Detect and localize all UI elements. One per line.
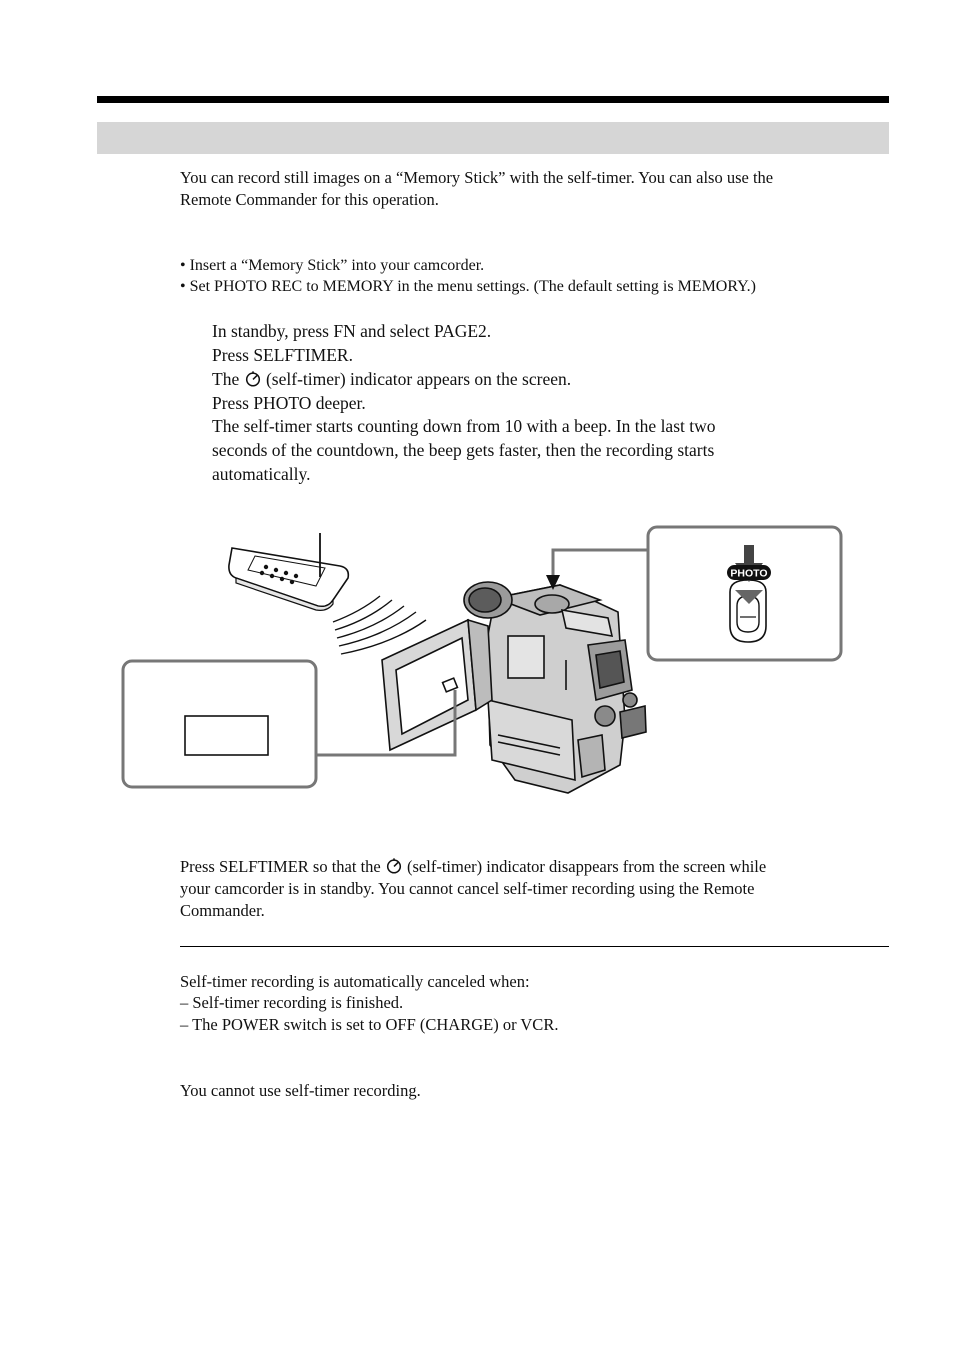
- step-1: In standby, press FN and select PAGE2.: [212, 321, 492, 341]
- screen-indicator-frame: [185, 716, 268, 755]
- cancel-line-3: Commander.: [180, 901, 265, 920]
- step-2: Press SELFTIMER.: [212, 345, 353, 365]
- step-3-detail-2: seconds of the countdown, the beep gets faster, then the recording starts: [212, 440, 715, 460]
- photo-button-label: PHOTO: [730, 567, 768, 580]
- remote-commander: [229, 533, 348, 610]
- cancel-line-2: your camcorder is in standby. You cannot cancel self-timer recording using the Remote: [180, 879, 755, 898]
- intro-line-2: Remote Commander for this operation.: [180, 190, 439, 209]
- self-timer-icon: [244, 370, 262, 388]
- cancel-line-1: [180, 856, 766, 878]
- section-title-band: [97, 122, 889, 154]
- cancel-line-1-post: (self-timer) indicator disappears from the screen while: [402, 857, 767, 876]
- header-rule: [97, 96, 889, 103]
- note-line-1: Self-timer recording is automatically canceled when:: [180, 972, 530, 991]
- photo-callout-line: [553, 550, 648, 578]
- step-2-detail: [212, 367, 571, 391]
- camcorder: [382, 582, 646, 793]
- note-line-3: – The POWER switch is set to OFF (CHARGE) or VCR.: [180, 1015, 559, 1034]
- step-3: Press PHOTO deeper.: [212, 393, 366, 413]
- self-timer-icon: [385, 857, 403, 875]
- intro-line-1: You can record still images on a “Memory Stick” with the self-timer. You can also use the: [180, 168, 774, 187]
- step-2-detail-post: (self-timer) indicator appears on the screen.: [261, 369, 572, 389]
- camcorder-illustration: [110, 515, 860, 805]
- note-line-2: – Self-timer recording is finished.: [180, 993, 404, 1012]
- step-3-detail-3: automatically.: [212, 464, 311, 484]
- cancel-line-1-pre: Press SELFTIMER so that the: [180, 857, 385, 876]
- prep-bullet-2: • Set PHOTO REC to MEMORY in the menu settings. (The default setting is MEMORY.): [180, 278, 756, 295]
- prep-bullet-1: • Insert a “Memory Stick” into your camcorder.: [180, 257, 485, 274]
- step-3-detail-1: The self-timer starts counting down from 10 with a beep. In the last two: [212, 416, 716, 436]
- note2-line-1: You cannot use self-timer recording.: [180, 1081, 421, 1100]
- step-2-detail-pre: The: [212, 369, 244, 389]
- note-divider: [180, 946, 889, 947]
